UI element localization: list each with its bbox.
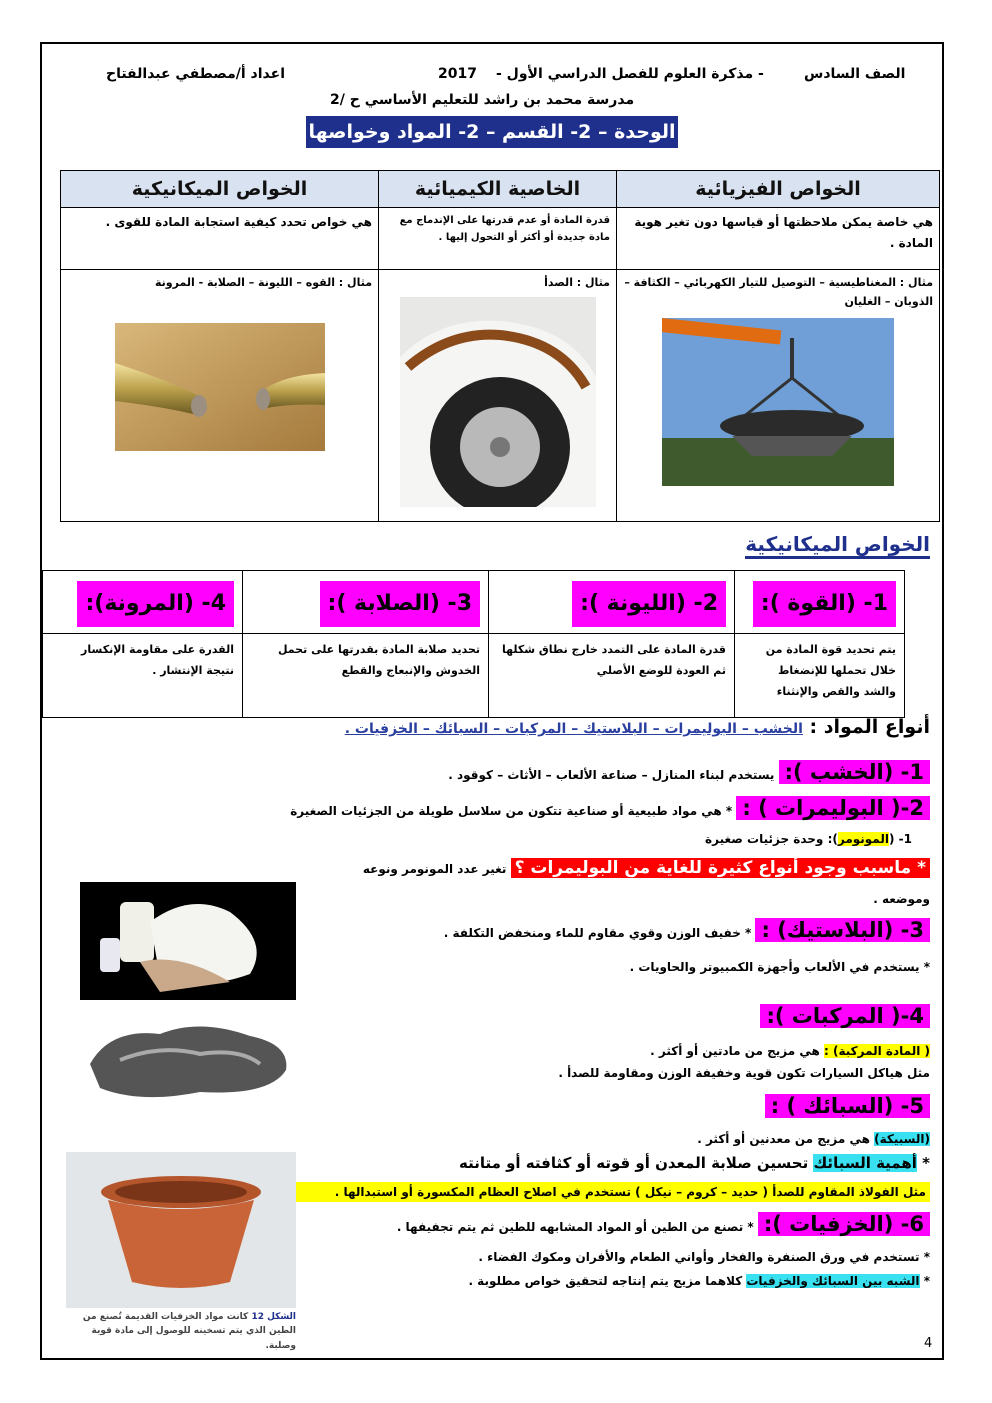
wood-head: 1- (الخشب ): xyxy=(779,760,930,784)
mechanical-title-text: الخواص الميكانيكية xyxy=(745,532,930,559)
mech-head-4-text: 4- (المرونة): xyxy=(77,581,234,627)
alloy-importance-word: أهمية السبائك xyxy=(813,1154,917,1172)
mech-text-3: تحديد صلابة المادة بقدرتها على تحمل الخدوش والإنبعاج والقطع xyxy=(243,633,489,717)
example-mechanical-text: مثال : القوه – الليونة – الصلابة - المرونة xyxy=(154,276,372,290)
unit-title-topic: المواد وخواصها xyxy=(308,121,452,143)
composite-def-word: ( المادة المركبة) : xyxy=(824,1044,930,1058)
composite-def: هي مزيج من مادتين أو أكثر . xyxy=(650,1044,820,1058)
polymers-head: 2-( البوليمرات ) : xyxy=(736,796,930,820)
why-answer-1: تغير عدد المونومر ونوعه xyxy=(362,862,507,876)
clay-pot-image xyxy=(66,1152,296,1308)
unit-title xyxy=(306,116,678,148)
materials-title: أنواع المواد : xyxy=(809,716,930,738)
prepared-by: اعداد أ/مصطفي عبدالفتاح xyxy=(106,66,285,82)
mechanical-title xyxy=(745,532,930,556)
similarity-text: كلاهما مزيج يتم إنتاجه لتحقيق خواص مطلوبة . xyxy=(468,1274,743,1288)
alloy-example: مثل الفولاذ المقاوم للصدأ ( حديد – كروم – نيكل ) تستخدم في اصلاح العظام المكسورة أو استبدالها . xyxy=(292,1182,930,1202)
mech-text-2: قدرة المادة على التمدد خارج نطاق شكلها ثم العودة للوضع الأصلي xyxy=(489,633,735,717)
header-physical: الخواص الفيزيائية xyxy=(617,171,940,208)
monomer-text: ): وحدة جزئيات صغيرة xyxy=(705,832,838,846)
ceramics-use: * تستخدم في ورق الصنفرة والفخار وأواني الطعام والأفران ومكوك الفضاء . xyxy=(478,1250,930,1264)
mech-head-2-text: 2- (الليونة ): xyxy=(572,581,726,627)
example-chemical xyxy=(379,270,617,522)
broken-rod-image xyxy=(115,323,325,451)
plastic-head: 3- (البلاستيك) : xyxy=(755,918,930,942)
page-number: 4 xyxy=(924,1336,933,1351)
mech-head-4 xyxy=(43,571,243,634)
wood-row xyxy=(448,760,930,784)
properties-table xyxy=(60,170,940,522)
alloys-head: 5- (السبائك ) : xyxy=(765,1094,930,1118)
ceramics-row xyxy=(397,1212,930,1236)
similarity-word: الشبه بين السبائك والخزفيات xyxy=(746,1274,920,1288)
figure-caption xyxy=(66,1310,296,1353)
polymers-text: * هي مواد طبيعية أو صناعية تتكون من سلاسل طويلة من الجزئيات الصغيرة xyxy=(290,804,733,818)
plastic-row xyxy=(444,918,930,942)
similarity-row: * الشبه بين السبائك والخزفيات كلاهما مزيج يتم إنتاجه لتحقيق خواص مطلوبة . xyxy=(468,1274,930,1288)
materials-list: الخشب – البوليمرات – البلاستيك – المركبات – السبائك – الخزفيات . xyxy=(344,721,803,737)
monomer-word: المونومر xyxy=(837,832,889,846)
school-name: مدرسة محمد بن راشد للتعليم الأساسي ح /2 xyxy=(330,92,635,108)
plastic-items-image xyxy=(80,882,296,1000)
mech-head-1-text: 1- (القوة ): xyxy=(753,581,896,627)
grade-label: الصف السادس xyxy=(804,66,906,82)
materials-title-row xyxy=(345,716,930,738)
alloys-row xyxy=(765,1094,930,1118)
electromagnet-crane-image xyxy=(662,318,894,486)
header-mechanical: الخواص الميكانيكية xyxy=(61,171,379,208)
caption-text: كانت مواد الخزفيات القديمة تُصنع من الطين الذي يتم تسخينه للوصول إلى مادة قوية وصلبة. xyxy=(82,1312,296,1351)
definition-mechanical: هي خواص تحدد كيفية استجابة المادة للقوى . xyxy=(61,208,379,270)
monomer-row xyxy=(705,832,912,846)
rusty-car-image xyxy=(400,297,596,507)
mech-head-3 xyxy=(243,571,489,634)
polymers-row xyxy=(290,796,930,820)
year-label: 2017 xyxy=(438,66,477,82)
alloy-importance-row: * أهمية السبائك تحسين صلابة المعدن أو قوته أو كثافته أو متانته xyxy=(458,1154,930,1172)
caption-label: الشكل 12 xyxy=(251,1312,296,1322)
mech-head-3-text: 3- (الصلابة ): xyxy=(320,581,480,627)
why-question: * ماسبب وجود أنواع كثيرة للغاية من البوليمرات ؟ xyxy=(511,858,930,878)
mech-head-1 xyxy=(735,571,905,634)
example-mechanical xyxy=(61,270,379,522)
plastic-text-2: * يستخدم في الألعاب وأجهزة الكمبيوتر والحاويات . xyxy=(629,960,930,974)
example-chemical-text: مثال : الصدأ xyxy=(544,276,610,290)
example-physical xyxy=(617,270,940,522)
monomer-prefix: 1- ( xyxy=(888,832,912,846)
unit-title-main: الوحدة – 2- القسم – 2- xyxy=(458,121,676,143)
alloy-def: هي مزيج من معدنين أو أكثر . xyxy=(697,1132,870,1146)
composite-use: مثل هياكل السيارات تكون قوية وخفيفة الوزن ومقاومة للصدأ . xyxy=(558,1066,930,1080)
mech-text-4: القدرة على مقاومة الإنكسار نتيجة الإنتشار . xyxy=(43,633,243,717)
wood-text: يستخدم لبناء المنازل – صناعة الألعاب – الأثاث – كوقود . xyxy=(448,768,775,782)
memo-title: - مذكرة العلوم للفصل الدراسي الأول - xyxy=(496,66,764,82)
alloy-def-word: (السبيكة) xyxy=(874,1132,930,1146)
plastic-text-1: * خفيف الوزن وقوي مقاوم للماء ومنخفض التكلفة . xyxy=(443,926,752,940)
why-answer-2: وموضعه . xyxy=(873,892,930,906)
composite-def-row xyxy=(650,1044,930,1058)
example-physical-text: مثال : المغناطيسية – التوصيل للتيار الكهربائي – الكثافة – الذوبان – الغليان xyxy=(624,276,933,308)
mechanical-table xyxy=(42,570,905,718)
alloy-importance: تحسين صلابة المعدن أو قوته أو كثافته أو متانته xyxy=(458,1154,809,1172)
composites-head: 4-( المركبات ): xyxy=(760,1004,930,1028)
composite-material-image xyxy=(80,1014,296,1104)
ceramics-head: 6- (الخزفيات ): xyxy=(758,1212,930,1236)
composites-row xyxy=(760,1004,930,1028)
definition-chemical: قدرة المادة أو عدم قدرتها على الإندماج مع مادة جديدة أو أكثر أو التحول إليها . xyxy=(379,208,617,270)
why-row xyxy=(363,858,930,878)
ceramics-text: * تصنع من الطين أو المواد المشابهه للطين ثم يتم تجفيفها . xyxy=(396,1220,754,1234)
definition-physical: هي خاصة يمكن ملاحظتها أو قياسها دون تغير هوية المادة . xyxy=(617,208,940,270)
alloy-def-row xyxy=(697,1132,930,1146)
header-chemical: الخاصية الكيميائية xyxy=(379,171,617,208)
mech-head-2 xyxy=(489,571,735,634)
mech-text-1: يتم تحديد قوة المادة من خلال تحملها للإنضغاط والشد والقص والإنثناء xyxy=(735,633,905,717)
